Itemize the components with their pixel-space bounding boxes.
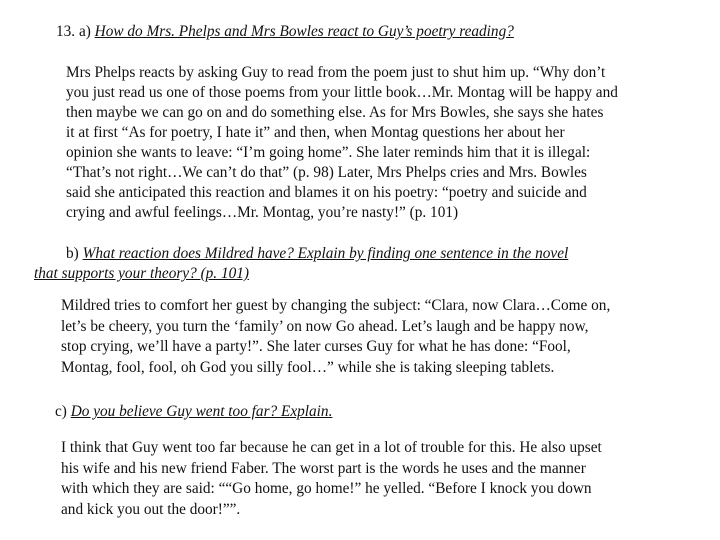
question-b-text-line2: that supports your theory? (p. 101) (34, 265, 249, 282)
answer-a-line: it at first “As for poetry, I hate it” and then, when Montag questions her about her (66, 124, 565, 141)
answer-c-line: with which they are said: ““Go home, go home!” he yelled. “Before I knock you down (61, 480, 592, 497)
answer-a-line: opinion she wants to leave: “I’m going home”. She later reminds him that it is illegal: (66, 144, 591, 161)
question-a-number: 13. a) (56, 23, 95, 40)
answer-a-line: Mrs Phelps reacts by asking Guy to read from the poem just to shut him up. “Why don’t (66, 64, 606, 81)
answer-a-line: then maybe we can go on and do something else. As for Mrs Bowles, she says she hates (66, 104, 604, 121)
answer-c-line: his wife and his new friend Faber. The worst part is the words he uses and the manner (61, 459, 586, 477)
answer-b-line: stop crying, we’ll have a party!”. She later curses Guy for what he has done: “Fool, (61, 338, 571, 355)
answer-c (61, 438, 602, 520)
answer-a-line: you just read us one of those poems from your little book…Mr. Montag will be happy and (66, 84, 618, 101)
answer-b-line: Montag, fool, fool, oh God you silly fool…” while she is taking sleeping tablets. (61, 358, 555, 376)
question-a-text: How do Mrs. Phelps and Mrs Bowles react to Guy’s poetry reading? (94, 23, 514, 40)
answer-a (66, 63, 618, 223)
question-c-number: c) (55, 403, 71, 420)
answer-b-line: Mildred tries to comfort her guest by changing the subject: “Clara, now Clara…Come on, (61, 297, 611, 314)
answer-a-line: said she anticipated this reaction and blames it on his poetry: “poetry and suicide and (66, 184, 587, 201)
question-c-text: Do you believe Guy went too far? Explain. (70, 403, 333, 420)
answer-c-line: I think that Guy went too far because he can get in a lot of trouble for this. He also upset (61, 439, 602, 456)
answer-b (61, 296, 610, 378)
answer-a-line: crying and awful feelings…Mr. Montag, you’re nasty!” (p. 101) (66, 204, 459, 221)
question-b (34, 244, 568, 284)
question-c (55, 402, 332, 421)
answer-b-line: let’s be cheery, you turn the ‘family’ on now Go ahead. Let’s laugh and be happy now, (61, 317, 589, 335)
question-b-number: b) (66, 245, 83, 262)
answer-a-line: “That’s not right…We can’t do that” (p. 98) Later, Mrs Phelps cries and Mrs. Bowles (66, 164, 587, 181)
question-b-text-line1: What reaction does Mildred have? Explain by finding one sentence in the novel (82, 245, 569, 262)
answer-c-line: and kick you out the door!””. (61, 500, 241, 518)
question-a (56, 22, 514, 41)
